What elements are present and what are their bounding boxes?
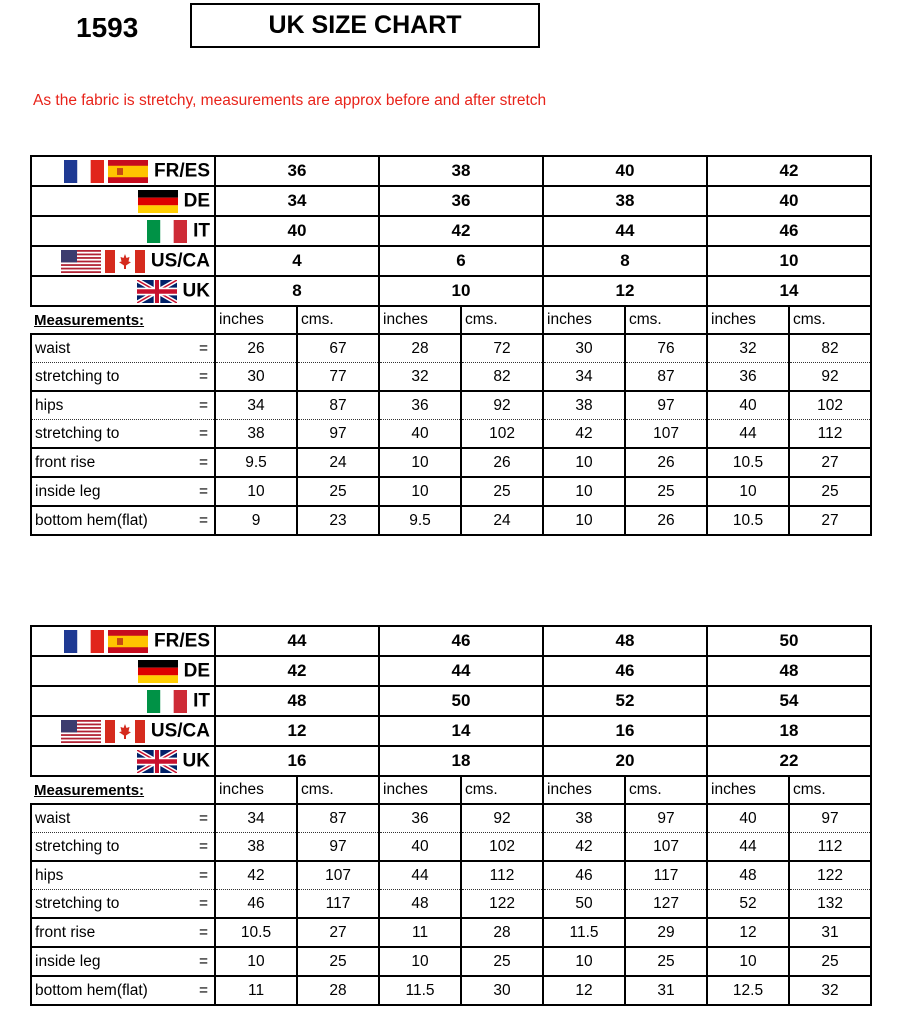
size-value: 12 xyxy=(215,716,379,746)
value-cms: 97 xyxy=(297,833,379,862)
measurement-row xyxy=(31,947,871,976)
value-inches: 10 xyxy=(707,477,789,506)
size-value: 44 xyxy=(543,216,707,246)
size-value: 16 xyxy=(543,716,707,746)
unit-inches-header: inches xyxy=(379,777,461,804)
size-block-1 xyxy=(30,155,870,536)
value-inches: 10.5 xyxy=(707,448,789,477)
value-inches: 38 xyxy=(543,391,625,420)
value-cms: 112 xyxy=(461,861,543,890)
size-value: 14 xyxy=(379,716,543,746)
value-cms: 122 xyxy=(789,861,871,890)
country-label: UK xyxy=(182,750,210,772)
value-inches: 48 xyxy=(379,890,461,919)
value-inches: 36 xyxy=(379,804,461,833)
flag-group xyxy=(64,630,148,653)
equals-sign: = xyxy=(191,947,215,976)
value-cms: 87 xyxy=(297,804,379,833)
value-inches: 38 xyxy=(215,420,297,449)
value-inches: 34 xyxy=(543,363,625,392)
size-row xyxy=(31,246,871,276)
value-inches: 10 xyxy=(543,477,625,506)
value-cms: 122 xyxy=(461,890,543,919)
country-label: US/CA xyxy=(150,720,210,742)
value-cms: 92 xyxy=(789,363,871,392)
value-cms: 92 xyxy=(461,804,543,833)
measurements-header-row xyxy=(31,307,871,334)
size-value: 40 xyxy=(707,186,871,216)
measurement-row xyxy=(31,976,871,1005)
value-inches: 28 xyxy=(379,334,461,363)
value-inches: 10 xyxy=(379,477,461,506)
measurement-row xyxy=(31,918,871,947)
flag-group xyxy=(137,750,177,773)
size-value: 48 xyxy=(215,686,379,716)
value-inches: 40 xyxy=(379,420,461,449)
size-value: 46 xyxy=(707,216,871,246)
value-cms: 23 xyxy=(297,506,379,535)
value-inches: 10 xyxy=(543,947,625,976)
measurement-label: front rise xyxy=(31,448,191,477)
value-cms: 24 xyxy=(461,506,543,535)
measurements-heading: Measurements: xyxy=(34,311,145,329)
value-cms: 26 xyxy=(461,448,543,477)
size-row xyxy=(31,746,871,776)
value-cms: 97 xyxy=(625,391,707,420)
equals-sign: = xyxy=(191,833,215,862)
value-inches: 10 xyxy=(215,947,297,976)
country-label: UK xyxy=(182,280,210,302)
measurement-row xyxy=(31,890,871,919)
equals-sign: = xyxy=(191,861,215,890)
size-value: 50 xyxy=(707,626,871,656)
size-value: 54 xyxy=(707,686,871,716)
value-cms: 29 xyxy=(625,918,707,947)
measurement-label: stretching to xyxy=(31,890,191,919)
unit-cms-header: cms. xyxy=(625,307,707,334)
value-cms: 26 xyxy=(625,506,707,535)
value-cms: 112 xyxy=(789,420,871,449)
country-label: FR/ES xyxy=(154,630,210,652)
size-conversion-table xyxy=(30,155,872,307)
value-cms: 27 xyxy=(297,918,379,947)
value-inches: 12 xyxy=(543,976,625,1005)
value-inches: 30 xyxy=(543,334,625,363)
usa-flag-icon xyxy=(61,720,101,743)
size-value: 12 xyxy=(543,276,707,306)
value-cms: 67 xyxy=(297,334,379,363)
unit-inches-header: inches xyxy=(215,307,297,334)
value-inches: 10 xyxy=(379,947,461,976)
size-value: 10 xyxy=(379,276,543,306)
value-inches: 32 xyxy=(707,334,789,363)
flag-group xyxy=(138,190,178,213)
unit-cms-header: cms. xyxy=(789,307,871,334)
size-value: 38 xyxy=(543,186,707,216)
flag-group xyxy=(137,280,177,303)
measurement-row xyxy=(31,334,871,363)
value-inches: 44 xyxy=(707,420,789,449)
value-cms: 92 xyxy=(461,391,543,420)
equals-sign: = xyxy=(191,420,215,449)
value-inches: 11.5 xyxy=(379,976,461,1005)
equals-sign: = xyxy=(191,976,215,1005)
country-cell xyxy=(31,656,215,686)
value-inches: 26 xyxy=(215,334,297,363)
uk-flag-icon xyxy=(137,280,177,303)
spain-flag-icon xyxy=(108,630,148,653)
value-inches: 11 xyxy=(215,976,297,1005)
measurement-row xyxy=(31,391,871,420)
flag-group xyxy=(61,720,145,743)
value-inches: 10 xyxy=(379,448,461,477)
value-inches: 42 xyxy=(215,861,297,890)
measurement-label: stretching to xyxy=(31,833,191,862)
value-inches: 36 xyxy=(707,363,789,392)
size-row xyxy=(31,626,871,656)
value-inches: 10 xyxy=(543,448,625,477)
size-value: 50 xyxy=(379,686,543,716)
value-inches: 34 xyxy=(215,804,297,833)
value-inches: 44 xyxy=(379,861,461,890)
value-cms: 25 xyxy=(461,947,543,976)
size-value: 34 xyxy=(215,186,379,216)
value-inches: 46 xyxy=(543,861,625,890)
size-value: 42 xyxy=(215,656,379,686)
measurement-label: stretching to xyxy=(31,363,191,392)
size-value: 52 xyxy=(543,686,707,716)
value-cms: 117 xyxy=(297,890,379,919)
equals-sign: = xyxy=(191,363,215,392)
measurement-label: hips xyxy=(31,861,191,890)
germany-flag-icon xyxy=(138,660,178,683)
unit-cms-header: cms. xyxy=(625,777,707,804)
value-cms: 107 xyxy=(625,420,707,449)
value-cms: 25 xyxy=(461,477,543,506)
equals-sign: = xyxy=(191,391,215,420)
value-inches: 40 xyxy=(379,833,461,862)
france-flag-icon xyxy=(64,160,104,183)
size-value: 48 xyxy=(543,626,707,656)
measurement-label: waist xyxy=(31,334,191,363)
flag-group xyxy=(64,160,148,183)
unit-cms-header: cms. xyxy=(461,777,543,804)
size-value: 46 xyxy=(543,656,707,686)
value-cms: 97 xyxy=(625,804,707,833)
value-cms: 132 xyxy=(789,890,871,919)
value-inches: 10.5 xyxy=(707,506,789,535)
unit-inches-header: inches xyxy=(379,307,461,334)
value-inches: 50 xyxy=(543,890,625,919)
stretch-note: As the fabric is stretchy, measurements are approx before and after stretch xyxy=(33,92,547,109)
size-value: 20 xyxy=(543,746,707,776)
size-value: 8 xyxy=(215,276,379,306)
value-inches: 46 xyxy=(215,890,297,919)
size-conversion-table xyxy=(30,625,872,777)
flag-group xyxy=(138,660,178,683)
value-cms: 102 xyxy=(789,391,871,420)
size-value: 4 xyxy=(215,246,379,276)
country-label: DE xyxy=(183,190,210,212)
unit-inches-header: inches xyxy=(707,777,789,804)
size-value: 40 xyxy=(215,216,379,246)
value-cms: 87 xyxy=(625,363,707,392)
country-cell xyxy=(31,716,215,746)
size-value: 40 xyxy=(543,156,707,186)
size-value: 18 xyxy=(707,716,871,746)
value-cms: 25 xyxy=(297,947,379,976)
equals-sign: = xyxy=(191,890,215,919)
country-cell xyxy=(31,216,215,246)
unit-inches-header: inches xyxy=(707,307,789,334)
measurement-row xyxy=(31,448,871,477)
size-value: 22 xyxy=(707,746,871,776)
measurement-row xyxy=(31,833,871,862)
value-inches: 36 xyxy=(379,391,461,420)
value-cms: 102 xyxy=(461,420,543,449)
value-inches: 42 xyxy=(543,833,625,862)
value-cms: 97 xyxy=(789,804,871,833)
size-value: 16 xyxy=(215,746,379,776)
unit-cms-header: cms. xyxy=(461,307,543,334)
measurements-table xyxy=(30,307,872,536)
size-value: 48 xyxy=(707,656,871,686)
value-inches: 12.5 xyxy=(707,976,789,1005)
measurement-label: waist xyxy=(31,804,191,833)
country-cell xyxy=(31,686,215,716)
country-label: IT xyxy=(193,220,210,242)
size-value: 46 xyxy=(379,626,543,656)
france-flag-icon xyxy=(64,630,104,653)
size-row xyxy=(31,186,871,216)
size-value: 44 xyxy=(215,626,379,656)
value-cms: 32 xyxy=(789,976,871,1005)
measurements-table xyxy=(30,777,872,1006)
value-inches: 52 xyxy=(707,890,789,919)
country-label: FR/ES xyxy=(154,160,210,182)
value-cms: 25 xyxy=(789,477,871,506)
size-block-2 xyxy=(30,625,870,1006)
size-value: 42 xyxy=(379,216,543,246)
size-row xyxy=(31,716,871,746)
value-inches: 38 xyxy=(543,804,625,833)
value-cms: 112 xyxy=(789,833,871,862)
value-cms: 76 xyxy=(625,334,707,363)
measurement-row xyxy=(31,861,871,890)
value-inches: 10 xyxy=(707,947,789,976)
size-value: 10 xyxy=(707,246,871,276)
value-cms: 107 xyxy=(297,861,379,890)
measurement-row xyxy=(31,804,871,833)
value-cms: 28 xyxy=(297,976,379,1005)
size-value: 18 xyxy=(379,746,543,776)
italy-flag-icon xyxy=(147,690,187,713)
size-row xyxy=(31,276,871,306)
country-label: US/CA xyxy=(150,250,210,272)
canada-flag-icon xyxy=(105,720,145,743)
value-cms: 24 xyxy=(297,448,379,477)
country-cell xyxy=(31,186,215,216)
country-cell xyxy=(31,246,215,276)
size-row xyxy=(31,156,871,186)
value-cms: 82 xyxy=(789,334,871,363)
value-cms: 117 xyxy=(625,861,707,890)
value-inches: 40 xyxy=(707,804,789,833)
value-cms: 30 xyxy=(461,976,543,1005)
value-inches: 12 xyxy=(707,918,789,947)
measurement-row xyxy=(31,477,871,506)
value-inches: 32 xyxy=(379,363,461,392)
value-cms: 87 xyxy=(297,391,379,420)
value-inches: 38 xyxy=(215,833,297,862)
unit-inches-header: inches xyxy=(543,777,625,804)
italy-flag-icon xyxy=(147,220,187,243)
measurement-label: bottom hem(flat) xyxy=(31,506,191,535)
value-cms: 31 xyxy=(625,976,707,1005)
measurements-header-row xyxy=(31,777,871,804)
unit-cms-header: cms. xyxy=(297,777,379,804)
size-value: 44 xyxy=(379,656,543,686)
value-cms: 25 xyxy=(297,477,379,506)
value-inches: 11 xyxy=(379,918,461,947)
country-cell xyxy=(31,746,215,776)
value-inches: 48 xyxy=(707,861,789,890)
measurement-label: inside leg xyxy=(31,477,191,506)
uk-flag-icon xyxy=(137,750,177,773)
chart-title: UK SIZE CHART xyxy=(190,3,540,48)
size-row xyxy=(31,216,871,246)
spain-flag-icon xyxy=(108,160,148,183)
value-inches: 44 xyxy=(707,833,789,862)
value-inches: 9.5 xyxy=(379,506,461,535)
value-cms: 25 xyxy=(625,477,707,506)
value-cms: 27 xyxy=(789,506,871,535)
country-label: IT xyxy=(193,690,210,712)
measurement-row xyxy=(31,506,871,535)
value-cms: 82 xyxy=(461,363,543,392)
usa-flag-icon xyxy=(61,250,101,273)
value-cms: 102 xyxy=(461,833,543,862)
equals-sign: = xyxy=(191,334,215,363)
measurement-label: bottom hem(flat) xyxy=(31,976,191,1005)
value-cms: 25 xyxy=(625,947,707,976)
size-value: 36 xyxy=(379,186,543,216)
value-inches: 9.5 xyxy=(215,448,297,477)
size-value: 14 xyxy=(707,276,871,306)
value-cms: 97 xyxy=(297,420,379,449)
unit-inches-header: inches xyxy=(215,777,297,804)
measurement-label: front rise xyxy=(31,918,191,947)
country-cell xyxy=(31,276,215,306)
canada-flag-icon xyxy=(105,250,145,273)
measurement-label: hips xyxy=(31,391,191,420)
measurement-row xyxy=(31,420,871,449)
country-label: DE xyxy=(183,660,210,682)
value-inches: 9 xyxy=(215,506,297,535)
size-value: 42 xyxy=(707,156,871,186)
value-inches: 42 xyxy=(543,420,625,449)
equals-sign: = xyxy=(191,448,215,477)
size-value: 6 xyxy=(379,246,543,276)
value-cms: 77 xyxy=(297,363,379,392)
size-row xyxy=(31,686,871,716)
value-inches: 10 xyxy=(543,506,625,535)
measurement-label: stretching to xyxy=(31,420,191,449)
value-cms: 72 xyxy=(461,334,543,363)
value-cms: 27 xyxy=(789,448,871,477)
equals-sign: = xyxy=(191,918,215,947)
equals-sign: = xyxy=(191,506,215,535)
value-inches: 10 xyxy=(215,477,297,506)
value-inches: 30 xyxy=(215,363,297,392)
value-inches: 40 xyxy=(707,391,789,420)
unit-cms-header: cms. xyxy=(789,777,871,804)
flag-group xyxy=(61,250,145,273)
measurement-label: inside leg xyxy=(31,947,191,976)
unit-cms-header: cms. xyxy=(297,307,379,334)
country-cell xyxy=(31,626,215,656)
size-value: 36 xyxy=(215,156,379,186)
measurement-row xyxy=(31,363,871,392)
value-cms: 127 xyxy=(625,890,707,919)
value-cms: 31 xyxy=(789,918,871,947)
size-row xyxy=(31,656,871,686)
country-cell xyxy=(31,156,215,186)
germany-flag-icon xyxy=(138,190,178,213)
value-inches: 11.5 xyxy=(543,918,625,947)
equals-sign: = xyxy=(191,804,215,833)
product-code: 1593 xyxy=(76,12,139,43)
unit-inches-header: inches xyxy=(543,307,625,334)
flag-group xyxy=(147,220,187,243)
flag-group xyxy=(147,690,187,713)
value-cms: 107 xyxy=(625,833,707,862)
size-value: 8 xyxy=(543,246,707,276)
equals-sign: = xyxy=(191,477,215,506)
value-cms: 25 xyxy=(789,947,871,976)
value-cms: 26 xyxy=(625,448,707,477)
value-inches: 34 xyxy=(215,391,297,420)
value-cms: 28 xyxy=(461,918,543,947)
size-value: 38 xyxy=(379,156,543,186)
measurements-heading: Measurements: xyxy=(34,781,145,799)
value-inches: 10.5 xyxy=(215,918,297,947)
